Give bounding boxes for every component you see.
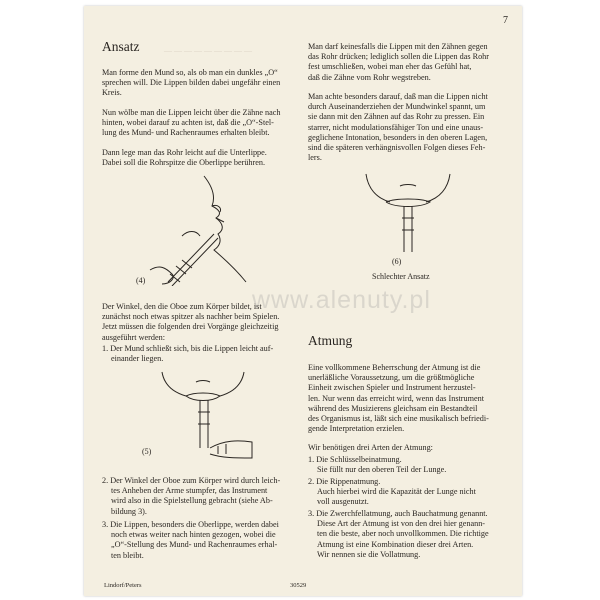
paragraph: Der Winkel, den die Oboe zum Körper bildet, ist zunächst noch etwas spitzer als nachher beim Spielen. Jetzt müssen die folgenden drei Vorgänge gleichzeitig ausgeführt werden:	[102, 302, 280, 342]
list-item: 2. Der Winkel der Oboe zum Körper wird durch leich- tes Anheben der Arme stumpfer, das Instrument wird also in die Spielstellung gebracht (siehe Ab- bildung 3).	[102, 476, 281, 516]
paragraph: Eine vollkommene Beherrschung der Atmung ist die unerläßliche Voraussetzung, um die größtmögliche Einheit zwischen Spieler und Instrument herzustel- len. Nur wenn das erreicht wird, wenn das Instrument während des Musizierens gleichsam ein Bestandteil des Organismus ist, läßt sich eine musikalisch befriedi- gende Interpretation erzielen.	[308, 363, 489, 434]
list-item: 2. Die Rippenatmung. Auch hierbei wird die Kapazität der Lunge nicht voll ausgenutzt.	[308, 477, 476, 507]
page-number: 7	[503, 15, 508, 26]
footer-publisher: Lindorf/Peters	[104, 582, 142, 589]
paragraph: Wir benötigen drei Arten der Atmung:	[308, 443, 433, 452]
figure-6-label: (6)	[392, 257, 402, 266]
list-item: 1. Die Schlüsselbeinatmung. Sie füllt nur den oberen Teil der Lunge.	[308, 455, 447, 475]
heading-ansatz: Ansatz	[102, 39, 140, 54]
figure-6-caption: Schlechter Ansatz	[372, 272, 430, 281]
list-item: 1. Der Mund schließt sich, bis die Lippen leicht auf- einander liegen.	[102, 344, 274, 364]
paragraph: Nun wölbe man die Lippen leicht über die Zähne nach hinten, wobei darauf zu achten ist, daß die „O“-Stel- lung des Mund- und Rachenraumes erhalten bleibt.	[102, 108, 281, 138]
paragraph: Man achte besonders darauf, daß man die Lippen nicht durch Auseinanderziehen der Mundwinkel spannt, um sie dann mit den Zähnen auf das Rohr zu pressen. Ein starrer, nicht modulationsfähiger Ton und eine unaus- geglichene Intonation, besonders in den oberen Lagen, sind die späteren verhängnisvollen Folgen dieses Feh- lers.	[308, 92, 488, 163]
footer-plate-number: 30529	[290, 582, 307, 589]
paragraph: Man darf keinesfalls die Lippen mit den Zähnen gegen das Rohr drücken; lediglich sollen die Lippen das Rohr fest umschließen, wobei man eher das Gefühl hat, daß die Zähne vom Rohr wegstreben.	[308, 42, 489, 82]
figure-5-frontal-illustration	[148, 368, 258, 462]
figure-4-profile-illustration	[142, 174, 272, 286]
figure-4-label: (4)	[136, 276, 146, 285]
list-item: 3. Die Lippen, besonders die Oberlippe, werden dabei noch etwas weiter nach hinten gezogen, wobei die „O“-Stellung des Mund- und Rachenraumes erhal- ten bleibt.	[102, 520, 279, 560]
book-page	[84, 6, 522, 596]
list-item: 3. Die Zwerchfellatmung, auch Bauchatmung genannt. Diese Art der Atmung ist von den drei hier genann- ten die beste, aber noch unvollkommen. Die richtige Atmung ist eine Kombination dieser drei Arten. Wir nennen sie die Vollatmung.	[308, 509, 489, 559]
figure-5-label: (5)	[142, 447, 152, 456]
watermark: www.alenuty.pl	[252, 286, 431, 314]
heading-atmung: Atmung	[308, 333, 353, 348]
paragraph: Man forme den Mund so, als ob man ein dunkles „O“ sprechen will. Die Lippen bilden dabei ungefähr einen Kreis.	[102, 68, 281, 98]
bleed-through-text: — — — — — — — — —	[164, 46, 252, 55]
figure-6-bad-embouchure-illustration	[356, 172, 460, 256]
paragraph: Dann lege man das Rohr leicht auf die Unterlippe. Dabei soll die Rohrspitze die Oberlippe berühren.	[102, 148, 267, 168]
